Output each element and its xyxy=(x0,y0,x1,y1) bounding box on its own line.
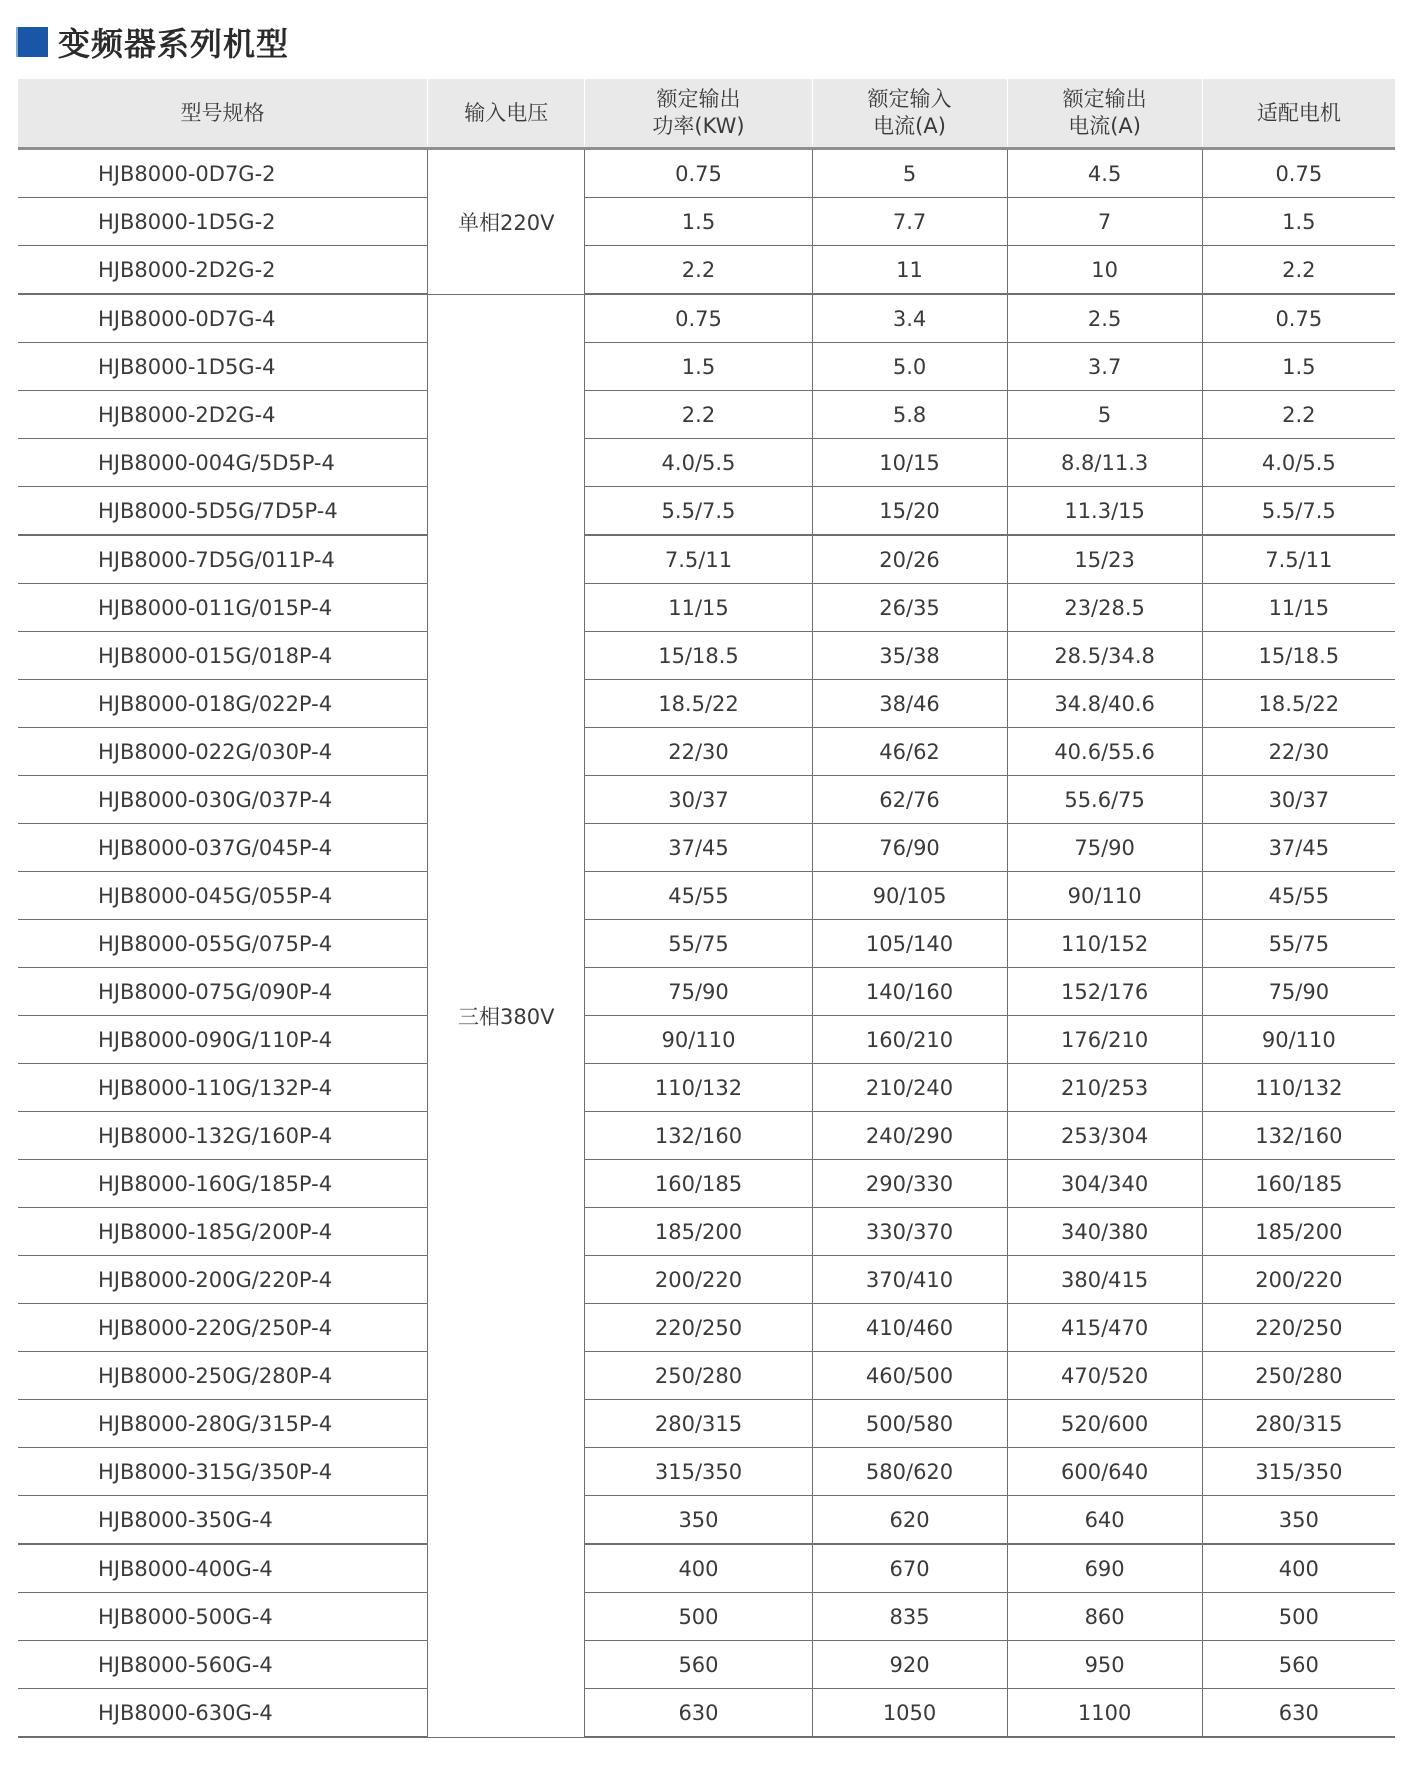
cell-model: HJB8000-280G/315P-4 xyxy=(18,1400,428,1448)
cell-motor: 0.75 xyxy=(1202,294,1395,343)
cell-motor: 2.2 xyxy=(1202,391,1395,439)
cell-rated-power: 630 xyxy=(585,1689,812,1738)
cell-input-current: 290/330 xyxy=(812,1160,1007,1208)
cell-motor: 2.2 xyxy=(1202,246,1395,295)
cell-output-current: 90/110 xyxy=(1007,872,1202,920)
cell-motor: 1.5 xyxy=(1202,198,1395,246)
cell-motor: 45/55 xyxy=(1202,872,1395,920)
cell-input-current: 11 xyxy=(812,246,1007,295)
cell-output-current: 520/600 xyxy=(1007,1400,1202,1448)
cell-rated-power: 1.5 xyxy=(585,198,812,246)
table-row xyxy=(18,968,1395,1016)
cell-model: HJB8000-250G/280P-4 xyxy=(18,1352,428,1400)
cell-rated-power: 15/18.5 xyxy=(585,632,812,680)
cell-motor: 55/75 xyxy=(1202,920,1395,968)
cell-input-current: 62/76 xyxy=(812,776,1007,824)
cell-model: HJB8000-2D2G-4 xyxy=(18,391,428,439)
cell-model: HJB8000-1D5G-4 xyxy=(18,343,428,391)
cell-input-current: 410/460 xyxy=(812,1304,1007,1352)
cell-model: HJB8000-110G/132P-4 xyxy=(18,1064,428,1112)
cell-rated-power: 250/280 xyxy=(585,1352,812,1400)
cell-rated-power: 22/30 xyxy=(585,728,812,776)
cell-rated-power: 560 xyxy=(585,1641,812,1689)
cell-output-current: 55.6/75 xyxy=(1007,776,1202,824)
header-model: 型号规格 xyxy=(18,79,428,149)
cell-input-current: 210/240 xyxy=(812,1064,1007,1112)
cell-output-current: 23/28.5 xyxy=(1007,584,1202,632)
table-row xyxy=(18,1256,1395,1304)
cell-model: HJB8000-5D5G/7D5P-4 xyxy=(18,487,428,536)
cell-output-current: 28.5/34.8 xyxy=(1007,632,1202,680)
cell-output-current: 40.6/55.6 xyxy=(1007,728,1202,776)
table-row xyxy=(18,1016,1395,1064)
cell-input-current: 580/620 xyxy=(812,1448,1007,1496)
cell-motor: 315/350 xyxy=(1202,1448,1395,1496)
cell-model: HJB8000-7D5G/011P-4 xyxy=(18,535,428,584)
table-row xyxy=(18,246,1395,295)
cell-output-current: 176/210 xyxy=(1007,1016,1202,1064)
table-row xyxy=(18,535,1395,584)
cell-rated-power: 132/160 xyxy=(585,1112,812,1160)
table-row xyxy=(18,391,1395,439)
cell-output-current: 253/304 xyxy=(1007,1112,1202,1160)
cell-input-current: 1050 xyxy=(812,1689,1007,1738)
cell-motor: 15/18.5 xyxy=(1202,632,1395,680)
cell-input-current: 330/370 xyxy=(812,1208,1007,1256)
cell-input-current: 10/15 xyxy=(812,439,1007,487)
cell-output-current: 640 xyxy=(1007,1496,1202,1545)
cell-motor: 90/110 xyxy=(1202,1016,1395,1064)
table-row xyxy=(18,1112,1395,1160)
cell-model: HJB8000-2D2G-2 xyxy=(18,246,428,295)
cell-input-current: 620 xyxy=(812,1496,1007,1545)
cell-input-current: 140/160 xyxy=(812,968,1007,1016)
cell-motor: 630 xyxy=(1202,1689,1395,1738)
table-row xyxy=(18,1400,1395,1448)
cell-rated-power: 400 xyxy=(585,1544,812,1593)
table-row xyxy=(18,632,1395,680)
cell-output-current: 2.5 xyxy=(1007,294,1202,343)
table-row xyxy=(18,1544,1395,1593)
table-header xyxy=(18,79,1395,149)
header-input-voltage: 输入电压 xyxy=(428,79,585,149)
spec-table xyxy=(18,79,1395,1738)
cell-motor: 0.75 xyxy=(1202,149,1395,198)
cell-output-current: 340/380 xyxy=(1007,1208,1202,1256)
cell-output-current: 7 xyxy=(1007,198,1202,246)
cell-motor: 185/200 xyxy=(1202,1208,1395,1256)
table-row xyxy=(18,1593,1395,1641)
cell-input-current: 5.0 xyxy=(812,343,1007,391)
cell-rated-power: 220/250 xyxy=(585,1304,812,1352)
cell-input-current: 15/20 xyxy=(812,487,1007,536)
cell-rated-power: 90/110 xyxy=(585,1016,812,1064)
cell-motor: 5.5/7.5 xyxy=(1202,487,1395,536)
cell-output-current: 110/152 xyxy=(1007,920,1202,968)
table-row xyxy=(18,1689,1395,1738)
table-row xyxy=(18,1208,1395,1256)
cell-rated-power: 7.5/11 xyxy=(585,535,812,584)
cell-model: HJB8000-0D7G-4 xyxy=(18,294,428,343)
table-row xyxy=(18,294,1395,343)
cell-motor: 11/15 xyxy=(1202,584,1395,632)
cell-rated-power: 2.2 xyxy=(585,391,812,439)
cell-model: HJB8000-030G/037P-4 xyxy=(18,776,428,824)
cell-motor: 7.5/11 xyxy=(1202,535,1395,584)
cell-output-current: 3.7 xyxy=(1007,343,1202,391)
cell-motor: 37/45 xyxy=(1202,824,1395,872)
cell-model: HJB8000-015G/018P-4 xyxy=(18,632,428,680)
cell-rated-power: 2.2 xyxy=(585,246,812,295)
table-row xyxy=(18,824,1395,872)
cell-motor: 350 xyxy=(1202,1496,1395,1545)
cell-model: HJB8000-160G/185P-4 xyxy=(18,1160,428,1208)
cell-output-current: 11.3/15 xyxy=(1007,487,1202,536)
cell-rated-power: 500 xyxy=(585,1593,812,1641)
cell-motor: 500 xyxy=(1202,1593,1395,1641)
table-row xyxy=(18,1160,1395,1208)
cell-input-current: 90/105 xyxy=(812,872,1007,920)
cell-rated-power: 0.75 xyxy=(585,149,812,198)
cell-output-current: 34.8/40.6 xyxy=(1007,680,1202,728)
cell-input-current: 26/35 xyxy=(812,584,1007,632)
cell-input-current: 240/290 xyxy=(812,1112,1007,1160)
cell-rated-power: 1.5 xyxy=(585,343,812,391)
cell-motor: 560 xyxy=(1202,1641,1395,1689)
cell-output-current: 690 xyxy=(1007,1544,1202,1593)
cell-rated-power: 110/132 xyxy=(585,1064,812,1112)
cell-output-current: 75/90 xyxy=(1007,824,1202,872)
cell-model: HJB8000-075G/090P-4 xyxy=(18,968,428,1016)
table-body xyxy=(18,149,1395,1738)
cell-rated-power: 4.0/5.5 xyxy=(585,439,812,487)
cell-model: HJB8000-400G-4 xyxy=(18,1544,428,1593)
cell-model: HJB8000-630G-4 xyxy=(18,1689,428,1738)
table-row xyxy=(18,439,1395,487)
cell-motor: 132/160 xyxy=(1202,1112,1395,1160)
header-rated-input-current: 额定输入 电流(A) xyxy=(812,79,1007,149)
table-row xyxy=(18,1304,1395,1352)
table-row xyxy=(18,198,1395,246)
table-row xyxy=(18,920,1395,968)
table-row xyxy=(18,1352,1395,1400)
cell-model: HJB8000-185G/200P-4 xyxy=(18,1208,428,1256)
cell-motor: 75/90 xyxy=(1202,968,1395,1016)
cell-rated-power: 280/315 xyxy=(585,1400,812,1448)
cell-rated-power: 11/15 xyxy=(585,584,812,632)
cell-input-current: 500/580 xyxy=(812,1400,1007,1448)
cell-output-current: 152/176 xyxy=(1007,968,1202,1016)
cell-model: HJB8000-004G/5D5P-4 xyxy=(18,439,428,487)
cell-rated-power: 0.75 xyxy=(585,294,812,343)
header-rated-output-current: 额定输出 电流(A) xyxy=(1007,79,1202,149)
cell-rated-power: 160/185 xyxy=(585,1160,812,1208)
cell-model: HJB8000-350G-4 xyxy=(18,1496,428,1545)
cell-input-current: 835 xyxy=(812,1593,1007,1641)
cell-input-current: 20/26 xyxy=(812,535,1007,584)
cell-rated-power: 315/350 xyxy=(585,1448,812,1496)
cell-model: HJB8000-090G/110P-4 xyxy=(18,1016,428,1064)
cell-input-current: 370/410 xyxy=(812,1256,1007,1304)
cell-output-current: 950 xyxy=(1007,1641,1202,1689)
header-adapted-motor: 适配电机 xyxy=(1202,79,1395,149)
cell-rated-power: 37/45 xyxy=(585,824,812,872)
page-title: 变频器系列机型 xyxy=(58,25,290,63)
cell-model: HJB8000-132G/160P-4 xyxy=(18,1112,428,1160)
cell-model: HJB8000-037G/045P-4 xyxy=(18,824,428,872)
cell-model: HJB8000-500G-4 xyxy=(18,1593,428,1641)
cell-motor: 110/132 xyxy=(1202,1064,1395,1112)
table-row xyxy=(18,149,1395,198)
cell-output-current: 8.8/11.3 xyxy=(1007,439,1202,487)
cell-input-current: 460/500 xyxy=(812,1352,1007,1400)
cell-rated-power: 45/55 xyxy=(585,872,812,920)
cell-input-current: 920 xyxy=(812,1641,1007,1689)
cell-motor: 220/250 xyxy=(1202,1304,1395,1352)
cell-model: HJB8000-0D7G-2 xyxy=(18,149,428,198)
table-row xyxy=(18,776,1395,824)
table-row xyxy=(18,1641,1395,1689)
cell-voltage-single-phase: 单相220V xyxy=(428,149,585,295)
cell-model: HJB8000-200G/220P-4 xyxy=(18,1256,428,1304)
table-row xyxy=(18,584,1395,632)
cell-motor: 160/185 xyxy=(1202,1160,1395,1208)
title-square-icon xyxy=(18,27,48,57)
cell-output-current: 1100 xyxy=(1007,1689,1202,1738)
cell-output-current: 380/415 xyxy=(1007,1256,1202,1304)
cell-rated-power: 75/90 xyxy=(585,968,812,1016)
table-row xyxy=(18,487,1395,536)
cell-input-current: 3.4 xyxy=(812,294,1007,343)
cell-output-current: 15/23 xyxy=(1007,535,1202,584)
table-row xyxy=(18,1448,1395,1496)
cell-rated-power: 185/200 xyxy=(585,1208,812,1256)
cell-motor: 250/280 xyxy=(1202,1352,1395,1400)
cell-input-current: 38/46 xyxy=(812,680,1007,728)
cell-output-current: 415/470 xyxy=(1007,1304,1202,1352)
cell-input-current: 105/140 xyxy=(812,920,1007,968)
cell-rated-power: 200/220 xyxy=(585,1256,812,1304)
cell-motor: 400 xyxy=(1202,1544,1395,1593)
cell-model: HJB8000-011G/015P-4 xyxy=(18,584,428,632)
cell-motor: 200/220 xyxy=(1202,1256,1395,1304)
cell-motor: 30/37 xyxy=(1202,776,1395,824)
cell-motor: 280/315 xyxy=(1202,1400,1395,1448)
cell-model: HJB8000-315G/350P-4 xyxy=(18,1448,428,1496)
cell-output-current: 304/340 xyxy=(1007,1160,1202,1208)
cell-motor: 18.5/22 xyxy=(1202,680,1395,728)
cell-output-current: 470/520 xyxy=(1007,1352,1202,1400)
table-row xyxy=(18,1064,1395,1112)
table-row xyxy=(18,872,1395,920)
cell-input-current: 76/90 xyxy=(812,824,1007,872)
cell-output-current: 4.5 xyxy=(1007,149,1202,198)
table-row xyxy=(18,343,1395,391)
cell-motor: 4.0/5.5 xyxy=(1202,439,1395,487)
cell-output-current: 210/253 xyxy=(1007,1064,1202,1112)
cell-input-current: 46/62 xyxy=(812,728,1007,776)
cell-rated-power: 18.5/22 xyxy=(585,680,812,728)
cell-voltage-three-phase: 三相380V xyxy=(428,294,585,1737)
cell-input-current: 5.8 xyxy=(812,391,1007,439)
cell-rated-power: 55/75 xyxy=(585,920,812,968)
cell-model: HJB8000-022G/030P-4 xyxy=(18,728,428,776)
cell-model: HJB8000-045G/055P-4 xyxy=(18,872,428,920)
table-row xyxy=(18,1496,1395,1545)
cell-model: HJB8000-018G/022P-4 xyxy=(18,680,428,728)
page-title-row xyxy=(18,22,289,62)
cell-rated-power: 30/37 xyxy=(585,776,812,824)
cell-input-current: 5 xyxy=(812,149,1007,198)
cell-rated-power: 5.5/7.5 xyxy=(585,487,812,536)
cell-input-current: 35/38 xyxy=(812,632,1007,680)
cell-output-current: 860 xyxy=(1007,1593,1202,1641)
cell-model: HJB8000-220G/250P-4 xyxy=(18,1304,428,1352)
cell-model: HJB8000-1D5G-2 xyxy=(18,198,428,246)
table-row xyxy=(18,728,1395,776)
cell-output-current: 600/640 xyxy=(1007,1448,1202,1496)
cell-input-current: 160/210 xyxy=(812,1016,1007,1064)
cell-model: HJB8000-055G/075P-4 xyxy=(18,920,428,968)
cell-input-current: 670 xyxy=(812,1544,1007,1593)
cell-output-current: 10 xyxy=(1007,246,1202,295)
cell-model: HJB8000-560G-4 xyxy=(18,1641,428,1689)
cell-motor: 22/30 xyxy=(1202,728,1395,776)
table-row xyxy=(18,680,1395,728)
cell-rated-power: 350 xyxy=(585,1496,812,1545)
cell-motor: 1.5 xyxy=(1202,343,1395,391)
header-rated-power: 额定输出 功率(KW) xyxy=(585,79,812,149)
cell-output-current: 5 xyxy=(1007,391,1202,439)
cell-input-current: 7.7 xyxy=(812,198,1007,246)
